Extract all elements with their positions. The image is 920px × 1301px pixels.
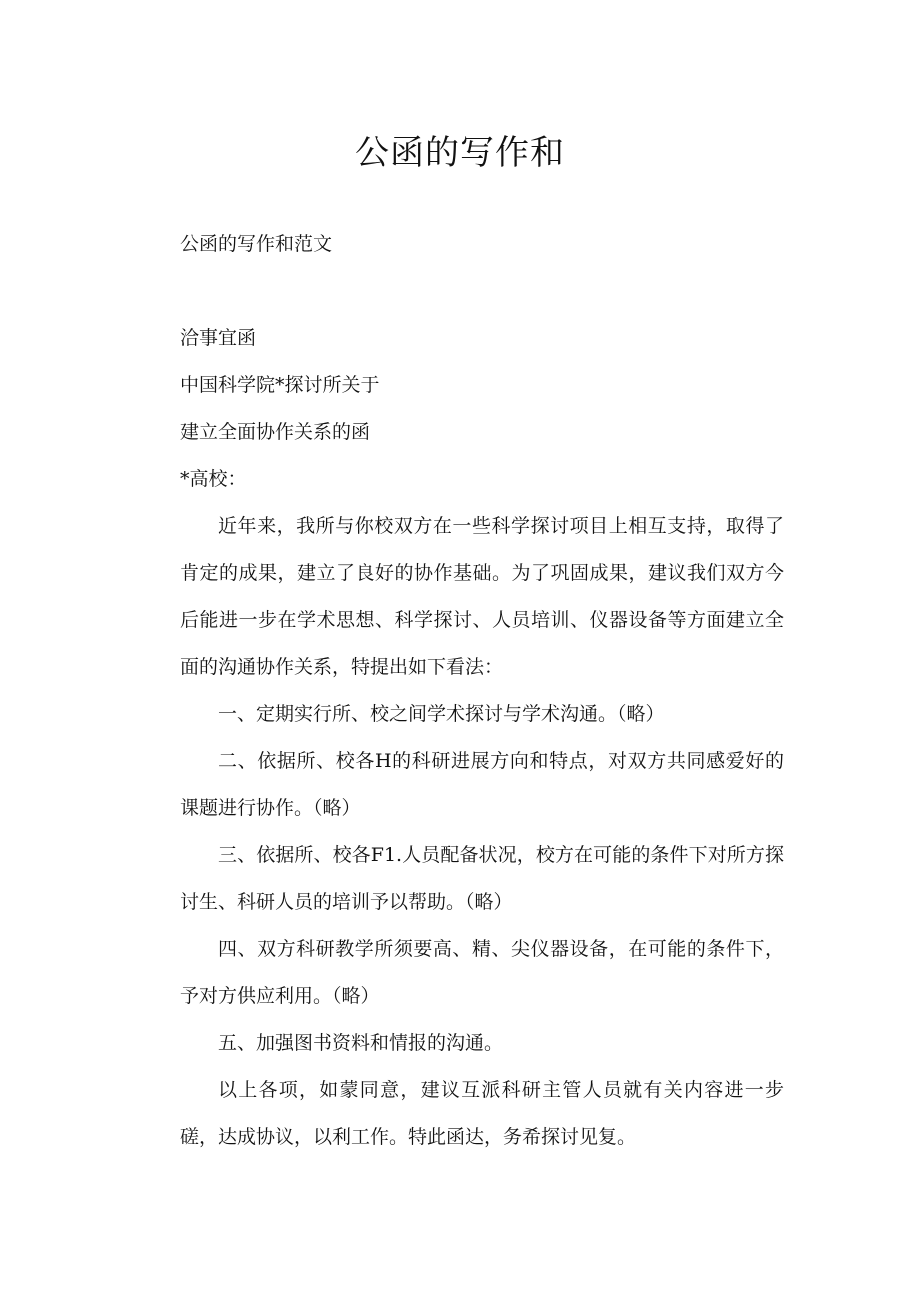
paragraph-item-5: 五、加强图书资料和情报的沟通。 [218, 1032, 504, 1054]
paragraph-item-4: 四、双方科研教学所须要高、精、尖仪器设备，在可能的条件下，予对方供应利用。（略） [180, 938, 784, 1007]
blank-line [180, 268, 784, 315]
letter-type: 洽事宜函 [180, 327, 257, 349]
document-body [180, 221, 784, 1161]
paragraph-intro: 近年来，我所与你校双方在一些科学探讨项目上相互支持，取得了肯定的成果，建立了良好的协作基础。为了巩固成果，建议我们双方今后能进一步在学术思想、科学探讨、人员培训、仪器设备等方面建立全面的沟通协作关系，特提出如下看法： [180, 515, 784, 678]
letter-heading-line-2: 建立全面协作关系的函 [180, 421, 371, 443]
paragraph-item-3: 三、依据所、校各F1.人员配备状况，校方在可能的条件下对所方探讨生、科研人员的培训予以帮助。（略） [180, 844, 784, 913]
letter-heading-line-1: 中国科学院*探讨所关于 [180, 374, 380, 396]
paragraph-closing: 以上各项，如蒙同意，建议互派科研主管人员就有关内容进一步磋，达成协议，以利工作。特此函达，务希探讨见复。 [180, 1079, 784, 1148]
document-title: 公函的写作和 [355, 133, 565, 173]
document-subtitle: 公函的写作和范文 [180, 233, 333, 255]
paragraph-item-1: 一、定期实行所、校之间学术探讨与学术沟通。（略） [218, 703, 665, 725]
paragraph-item-2: 二、依据所、校各H的科研进展方向和特点，对双方共同感爱好的课题进行协作。（略） [180, 750, 784, 819]
letter-salutation: *高校： [180, 468, 247, 490]
